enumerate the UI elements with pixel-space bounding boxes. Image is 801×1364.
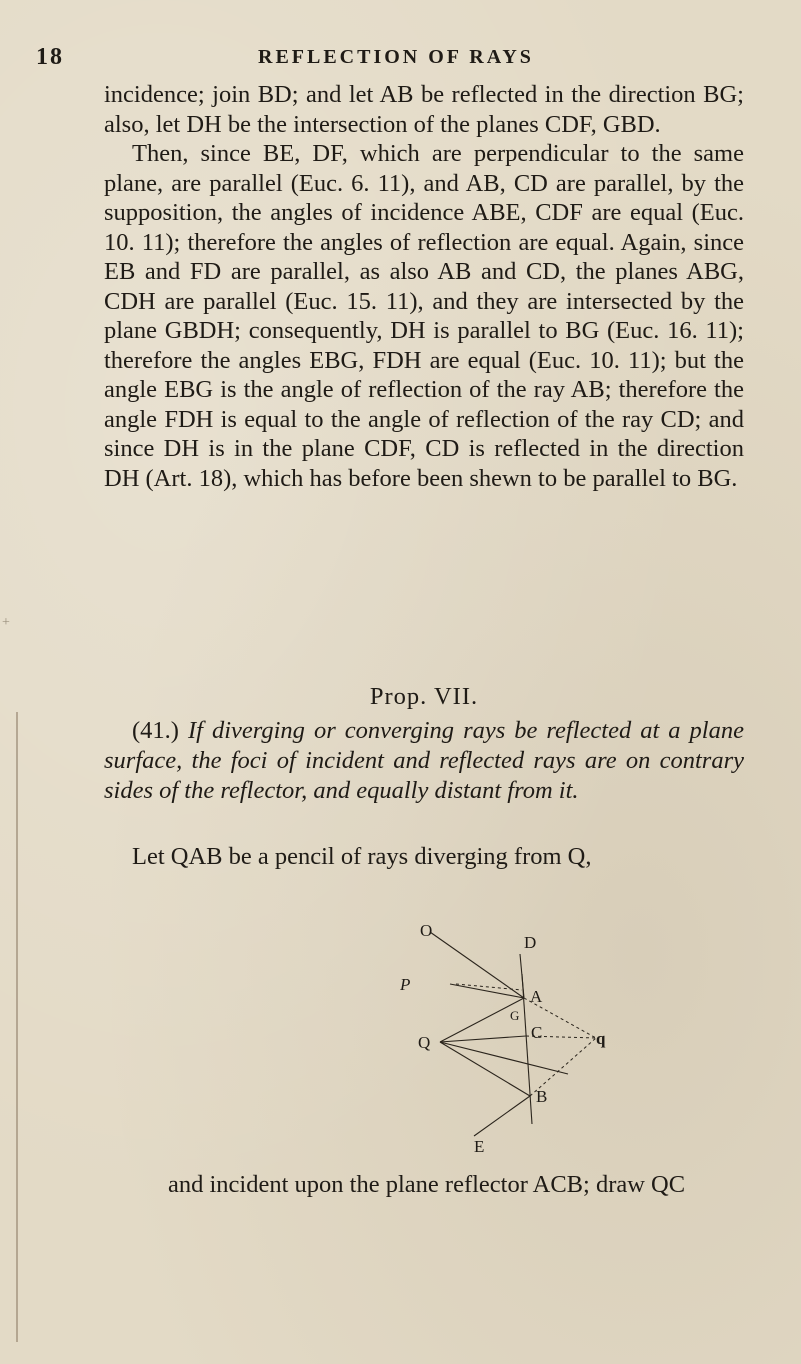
after-figure-text: and incident upon the plane reflector ACB; draw QC [168, 1171, 686, 1198]
label-e: E [474, 1137, 485, 1154]
proposition-statement [104, 716, 744, 806]
margin-rule [16, 712, 18, 1342]
proposition-heading: Prop. VII. [369, 683, 479, 710]
reflected-a-p [450, 984, 524, 998]
label-b: B [536, 1087, 548, 1106]
ray-q-mid [440, 1042, 568, 1074]
reflected-b [474, 1096, 530, 1136]
diagram-svg [400, 924, 640, 1154]
running-head [36, 44, 736, 74]
running-title: REFLECTION OF RAYS [258, 46, 534, 68]
label-a: A [530, 987, 543, 1006]
ray-q-b [440, 1042, 530, 1096]
label-g: G [510, 1008, 520, 1023]
label-c: C [531, 1023, 543, 1042]
reflection-diagram [400, 924, 640, 1154]
paragraph-2: Then, since BE, DF, which are perpendicular to the same plane, are parallel (Euc. 6. 11), and AB, CD are parallel, by the supposition, the angles of incidence ABE, CDF are equal (Euc. 10. 11); therefore the angles of reflection are equal. Again, since EB and FD are parallel, as also AB and CD, the planes ABG, CDH are parallel (Euc. 15. 11), and they are intersected by the plane GBDH; consequently, DH is parallel to BG (Euc. 16. 11); therefore the angles EBG, FDH are equal (Euc. 10. 11); but the angle EBG is the angle of reflection of the ray AB; therefore the angle FDH is equal to the angle of reflection of the ray CD; and since DH is in the plane CDF, CD is reflected in the direction DH (Art. 18), which has before been shewn to be parallel to BG. [104, 140, 744, 492]
continuation-text: Let QAB be a pencil of rays diverging from Q, [132, 843, 592, 870]
label-o: O [420, 924, 433, 940]
paragraph-1: incidence; join BD; and let AB be reflected in the direction BG; also, let DH be the intersection of the planes CDF, GBD. [104, 81, 744, 138]
label-q-upper: Q [418, 1033, 431, 1052]
ray-q-c [440, 1036, 526, 1042]
proposition-heading-wrap [104, 683, 744, 715]
label-q-lower: q [596, 1029, 606, 1048]
page-number: 18 [36, 44, 64, 70]
normal-d [520, 954, 524, 998]
label-d: D [524, 933, 537, 952]
reflected-a-o [430, 932, 524, 998]
margin-mark: + [2, 615, 10, 630]
label-p: P [400, 975, 411, 994]
proposition-text: If diverging or converging rays be reflected at a plane surface, the foci of incident and reflected rays are on contrary sides of the reflector, and equally distant from it. [104, 717, 744, 804]
body-text [104, 80, 744, 493]
proposition-number: (41.) [132, 717, 179, 744]
